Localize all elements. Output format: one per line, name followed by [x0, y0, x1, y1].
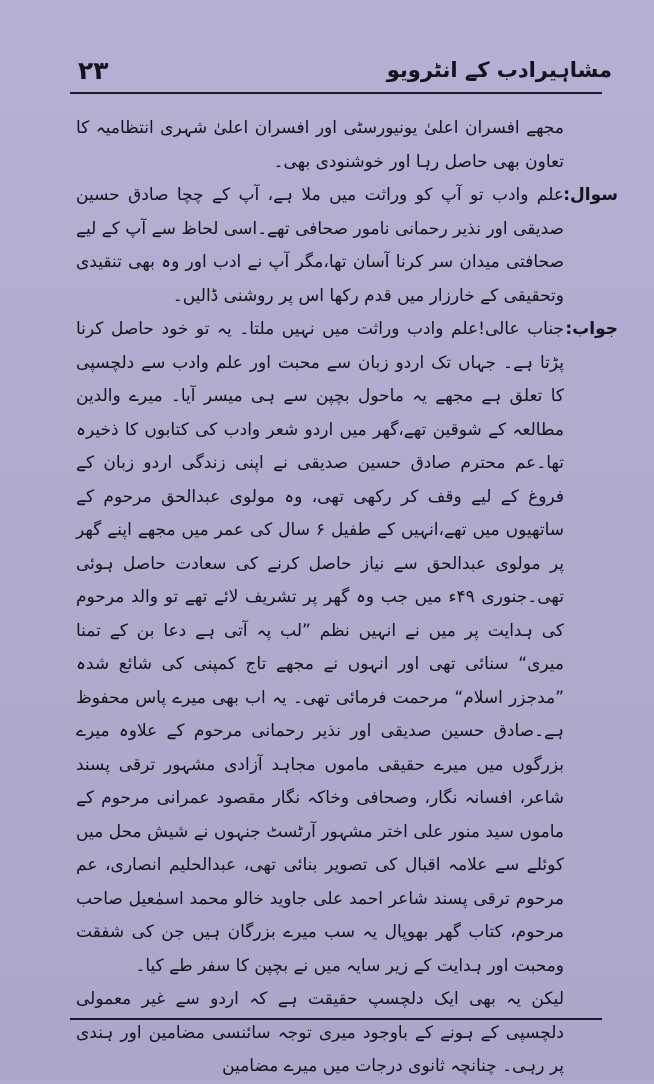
footer-divider — [70, 1018, 602, 1020]
continuation-paragraph: لیکن یہ بھی ایک دلچسپ حقیقت ہے کہ اردو سے غیر معمولی دلچسپی کے ہونے کے باوجود میری توجہ سائنسی مضامین اور ہندی پر رہی۔ چنانچہ ثانوی درجات میں میرے مضامین — [76, 989, 564, 1076]
question-label: سوال: — [563, 185, 618, 205]
answer-block — [76, 313, 618, 983]
page-body — [76, 112, 618, 1084]
opening-paragraph: مجھے افسران اعلیٰ یونیورسٹی اور افسران اعلیٰ شہری انتظامیہ کا تعاون بھی حاصل رہا اور خوشنودی بھی۔ — [76, 118, 564, 172]
page-header — [78, 52, 612, 92]
question-block — [76, 179, 618, 313]
header-divider — [70, 92, 602, 94]
question-text: علم وادب تو آپ کو وراثت میں ملا ہے، آپ کے چچا صادق حسین صدیقی اور نذیر رحمانی نامور صحافی تھے۔اسی لحاظ سے آپ کے لیے صحافتی میدان سر کرنا آسان تھا،مگر آپ نے ادب اور وہ بھی تنقیدی وتحقیقی کے خارزار میں قدم رکھا اس پر روشنی ڈالیں۔ — [76, 185, 564, 306]
running-title: مشاہیرادب کے انٹرویو — [386, 58, 612, 82]
answer-label: جواب: — [565, 319, 618, 339]
answer-text: جناب عالی!علم وادب وراثت میں نہیں ملتا۔ یہ تو خود حاصل کرنا پڑتا ہے۔ جہاں تک اردو زبان سے محبت اور علم وادب سے دلچسپی کا تعلق ہے مجھے یہ ماحول بچپن سے ہی میسر آیا۔ میرے والدین مطالعہ کے شوقین تھے،گھر میں اردو شعر وادب کی کتابوں کا ذخیرہ تھا۔عم محترم صادق حسین صدیقی نے اپنی زندگی اردو زبان کے فروغ کے لیے وقف کر رکھی تھی، وہ مولوی عبدالحق مرحوم کے ساتھیوں میں تھے،انہیں کے طفیل ۶ سال کی عمر میں مجھے اپنے گھر پر مولوی عبدالحق سے نیاز حاصل کرنے کی سعادت حاصل ہوئی تھی۔جنوری ۴۹ء میں جب وہ گھر پر تشریف لائے تھے تو والد مرحوم کی ہدایت پر میں نے انہیں نظم ”لب پہ آتی ہے دعا بن کے تمنا میری“ سنائی تھی اور انہوں نے مجھے تاج کمپنی کی شائع شدہ ”مدجزر اسلام“ مرحمت فرمائی تھی۔ یہ اب بھی میرے پاس محفوظ ہے۔صادق حسین صدیقی اور نذیر رحمانی مرحوم کے علاوہ میرے بزرگوں میں میرے حقیقی ماموں مجاہد آزادی مشہور ترقی پسند شاعر، افسانہ نگار، وصحافی وخاکہ نگار مقصود عمرانی مرحوم کے ماموں سید منور علی اختر مشہور آرٹسٹ جنہوں نے شیش محل میں کوئلے سے علامہ اقبال کی تصویر بنائی تھی، عبدالحلیم انصاری، عم مرحوم ترقی پسند شاعر احمد علی جاوید خالو محمد اسمٰعیل صاحب مرحوم، کتاب گھر بھوپال یہ سب میرے بزرگان ہیں جن کی شفقت ومحبت اور ہدایت کے زیر سایہ میں نے بچپن کا سفر طے کیا۔ — [76, 319, 564, 976]
page-number: ۲۳ — [78, 56, 109, 85]
